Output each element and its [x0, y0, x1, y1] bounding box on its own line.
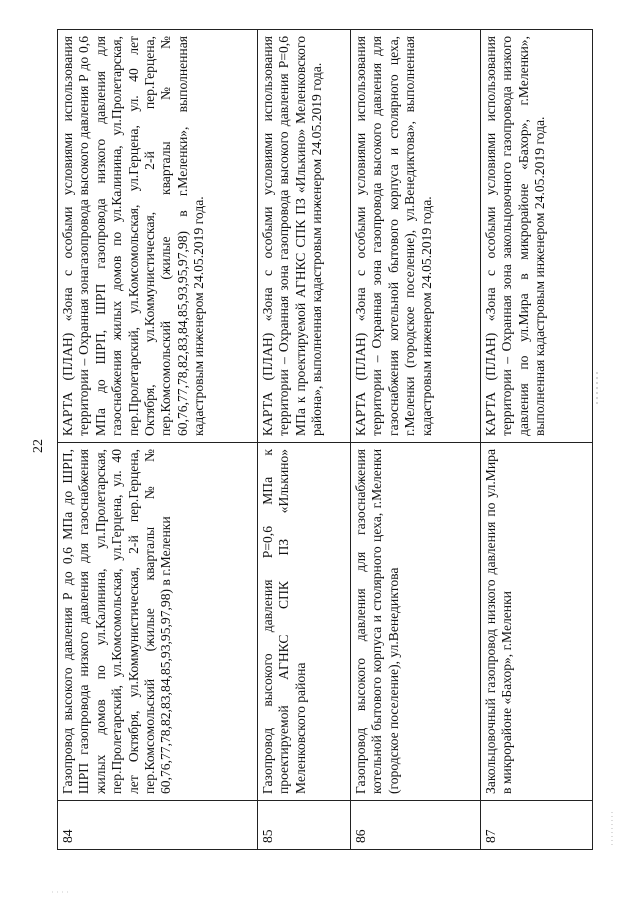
page-number: 22 [31, 439, 46, 453]
zones-table [57, 29, 593, 850]
table-row [481, 30, 593, 850]
row-number: 87 [481, 801, 593, 850]
object-description: Закольцовочный газопровод низкого давления по ул.Мира в микрорайоне «Бахор», г.Меленки [481, 443, 593, 801]
table-row [351, 30, 481, 850]
row-number: 84 [58, 801, 258, 850]
object-description: Газопровод высокого давления для газоснабжения котельной бытового корпуса и столярного цеха, г.Меленки (городское поселение), ул.Венедиктова [351, 443, 481, 801]
row-number: 86 [351, 801, 481, 850]
map-document-description: КАРТА (ПЛАН) «Зона с особыми условиями использования территории – Охранная зона газопровода высокого давления Р=0,6 МПа к проектируемой АГНКС СПК ПЗ «Илькино» Меленковского района», выполненная кадастровым инженером 24.05.2019 года. [258, 30, 351, 443]
row-number: 85 [258, 801, 351, 850]
map-document-description: КАРТА (ПЛАН) «Зона с особыми условиями использования территории – Охранная зона закольцовочного газопровода низкого давления по ул.Мира в микрорайоне «Бахор», г.Меленки», выполненная кадастровым инженером 24.05.2019 года. [481, 30, 593, 443]
table-row [258, 30, 351, 850]
rotated-table-container [57, 33, 592, 850]
map-document-description: КАРТА (ПЛАН) «Зона с особыми условиями использования территории – Охранная зонагазопровода высокого давления Р до 0,6 МПа до ШРП, ШРП газопровода низкого давления для газоснабжения жилых домов по ул.Калинина, ул.Пролетарская, пер.Пролетарский, ул.Комсомольская, ул.Герцена, ул. 40 лет Октября, ул.Коммунистическая, 2-й пер.Герцена, пер.Комсомольский (жилые кварталы №№ 60,76,77,78,82,83,84,85,93,95,97,98) в г.Меленки», выполненная кадастровым инженером 24.05.2019 года. [58, 30, 258, 443]
object-description: Газопровод высокого давления Р=0,6 МПа к проектируемой АГНКС СПК ПЗ «Илькино» Меленковского района [258, 443, 351, 801]
map-document-description: КАРТА (ПЛАН) «Зона с особыми условиями использования территории – Охранная зона газопровода высокого давления для газоснабжения котельной бытового корпуса и столярного цеха, г.Меленки (городское поселение), ул.Венедиктова», выполненная кадастровым инженером 24.05.2019 года. [351, 30, 481, 443]
table-row [58, 30, 258, 850]
object-description: Газопровод высокого давления Р до 0,6 МПа до ШРП, ШРП газопровода низкого давления для газоснабжения жилых домов по ул.Калинина, ул.Пролетарская, пер.Пролетарский, ул.Комсомольская, ул.Герцена, ул. 40 лет Октября, ул.Коммунистическая, 2-й пер.Герцена, пер.Комсомольский (жилые кварталы №№ 60,76,77,78,82,83,84,85,93,95,97,98) в г.Меленки [58, 443, 258, 801]
